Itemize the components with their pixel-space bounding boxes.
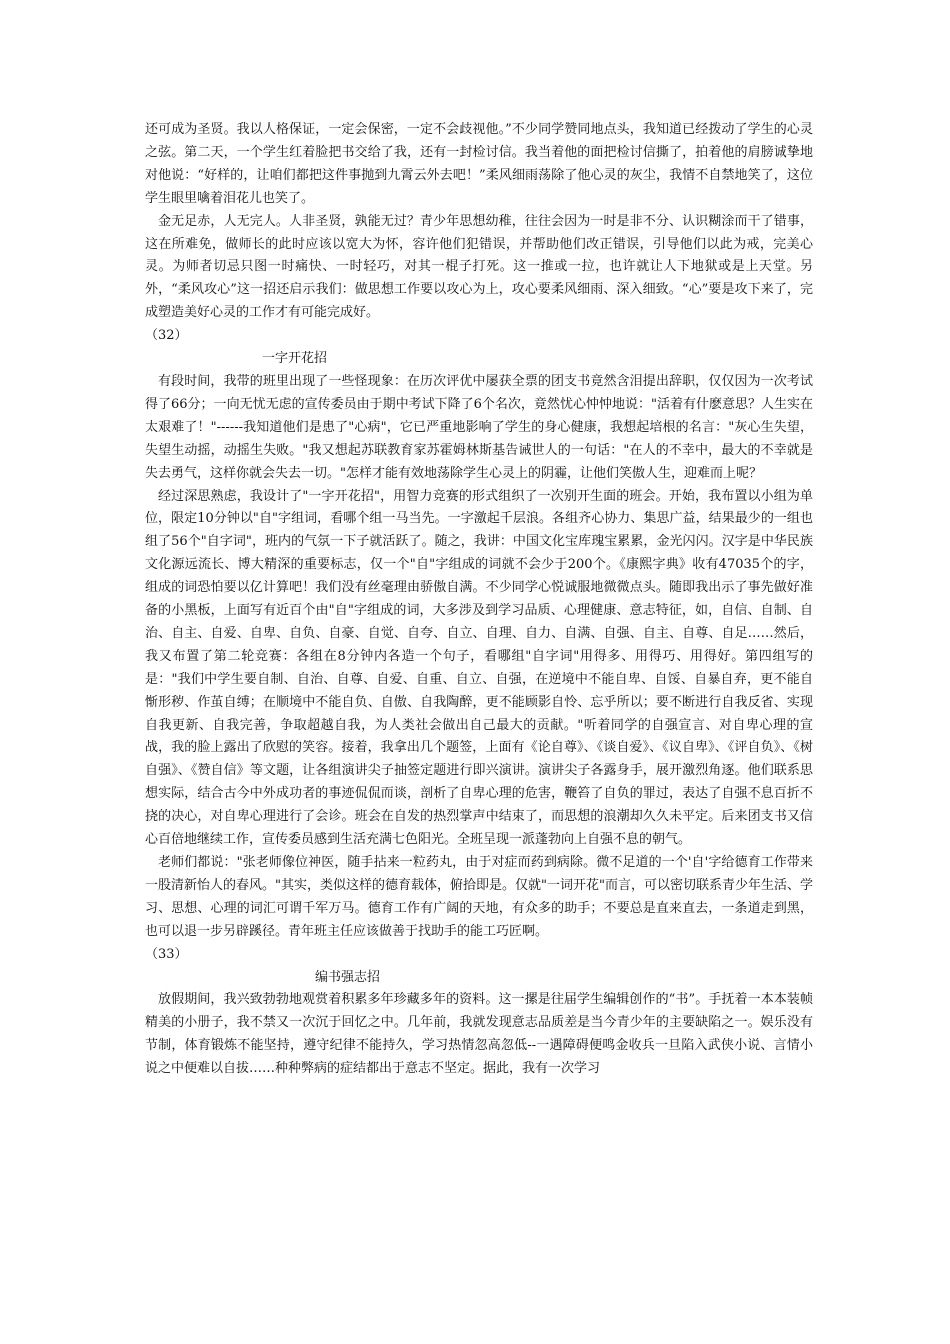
paragraph: 还可成为圣贤。我以人格保证，一定会保密，一定不会歧视他。”不少同学赞同地点头，我知道已经拨动了学生的心灵之弦。第二天，一个学生红着脸把书交给了我，还有一封检讨信。我当着他的面把检讨信撕了，拍着他的肩膀诚挚地对他说：“好样的，让咱们都把这件事抛到九霄云外去吧！”柔风细雨荡除了他心灵的灰尘，我情不自禁地笑了，这位学生眼里噙着泪花儿也笑了。	[145, 122, 813, 206]
section-title: 一字开花招	[262, 351, 328, 367]
paragraph: 经过深思熟虑，我设计了"一字开花招"，用智力竞赛的形式组织了一次别开生面的班会。开始，我布置以小组为单位，限定10分钟以"自"字组词，看哪个组一马当先。一字激起千层浪。各组齐心协力、集思广益，结果最少的一组也组了56个"自字词"，班内的气氛一下子就活跃了。随之，我讲：中国文化宝库瑰宝累累，金光闪闪。汉字是中华民族文化源远流长、博大精深的重要标志，仅一个"自"字组成的词就不会少于200个。《康熙字典》收有47035个的字，组成的词恐怕要以亿计算吧！我们没有丝毫理由骄傲自满。不少同学心悦诚服地微微点头。随即我出示了事先做好准备的小黑板，上面写有近百个由"自"字组成的词，大多涉及到学习品质、心理健康、意志特征，如，自信、自制、自治、自主、自爱、自卑、自负、自豪、自觉、自夸、自立、自理、自力、自满、自强、自主、自尊、自足……然后，我又布置了第二轮竞赛：各组在8分钟内各造一个句子，看哪组"自字词"用得多、用得巧、用得好。第四组写的是："我们中学生要自制、自治、自尊、自爱、自重、自立、自强，在逆境中不能自卑、自馁、自暴自弃，更不能自惭形秽、作茧自缚；在顺境中不能自负、自傲、自我陶醉，更不能顾影自怜、忘乎所以；要不断进行自我反省、实现自我更新、自我完善，争取超越自我，为人类社会做出自己最大的贡献。"听着同学的自强宣言、对自卑心理的宣战，我的脸上露出了欣慰的笑容。接着，我拿出几个题签，上面有《论自尊》、《谈自爱》、《议自卑》、《评自负》、《树自强》、《赞自信》等文题，让各组演讲尖子抽签定题进行即兴演讲。演讲尖子各露身手，展开激烈角逐。他们联系思想实际，结合古今中外成功者的事迹侃侃而谈，剖析了自卑心理的危害，鞭笞了自负的罪过，表达了自强不息百折不挠的决心，对自卑心理进行了会诊。班会在自发的热烈掌声中结束了，而思想的浪潮却久久未平定。后来团支书又信心百倍地继续工作，宣传委员感到生活充满七色阳光。全班呈现一派蓬勃向上自强不息的朝气。	[145, 488, 813, 848]
section-number: （32）	[145, 328, 188, 344]
paragraph: 有段时间，我带的班里出现了一些怪现象：在历次评优中屡获全票的团支书竟然含泪提出辞职，仅仅因为一次考试得了66分；一向无忧无虑的宣传委员由于期中考试下降了6个名次，竟然忧心忡忡地说："活着有什麽意思？人生实在太艰难了！"------我知道他们是患了"心病"，它已严重地影响了学生的身心健康，我想起培根的名言："灰心生失望，失望生动摇，动摇生失败。"我又想起苏联教育家苏霍姆林斯基告诫世人的一句话："在人的不幸中，最大的不幸就是失去勇气，这样你就会失去一切。"怎样才能有效地荡除学生心灵上的阴霾，让他们笑傲人生，迎难而上呢？	[145, 373, 813, 481]
section-title: 编书强志招	[315, 969, 381, 985]
paragraph: 老师们都说："张老师像位神医，随手拈来一粒药丸，由于对症而药到病除。微不足道的一个'自'字给德育工作带来一股清新怡人的春风。"其实，类似这样的德育载体，俯拾即是。仅就"一词开花"而言，可以密切联系青少年生活、学习、思想、心理的词汇可谓千军万马。德育工作有广阔的天地，有众多的助手；不要总是直来直去，一条道走到黑，也可以退一步另辟蹊径。青年班主任应该做善于找助手的能工巧匠啊。	[145, 855, 813, 939]
document-page	[145, 119, 813, 1081]
paragraph: 放假期间，我兴致勃勃地观赏着积累多年珍藏多年的资料。这一摞是往届学生编辑创作的“书”。手抚着一本本装帧精美的小册子，我不禁又一次沉于回忆之中。几年前，我就发现意志品质差是当今青少年的主要缺陷之一。娱乐没有节制，体育锻炼不能坚持，遵守纪律不能持久，学习热情忽高忽低--一遇障碍便鸣金收兵一旦陷入武侠小说、言情小说之中便难以自拔……种种弊病的症结都出于意志不坚定。据此，我有一次学习	[145, 992, 813, 1077]
section-number: （33）	[145, 946, 188, 962]
paragraph: 金无足赤，人无完人。人非圣贤，孰能无过？青少年思想幼稚，往往会因为一时是非不分、认识糊涂而干了错事，这在所难免，做师长的此时应该以宽大为怀，容许他们犯错误，并帮助他们改正错误，引导他们以此为戒，完美心灵。为师者切忌只图一时痛快、一时轻巧，对其一棍子打死。这一推或一拉，也许就让人下地狱或是上天堂。另外，“柔风攻心”这一招还启示我们：做思想工作要以攻心为上，攻心要柔风细雨、深入细致。“心”要是攻下来了，完成塑造美好心灵的工作才有可能完成好。	[145, 213, 813, 321]
